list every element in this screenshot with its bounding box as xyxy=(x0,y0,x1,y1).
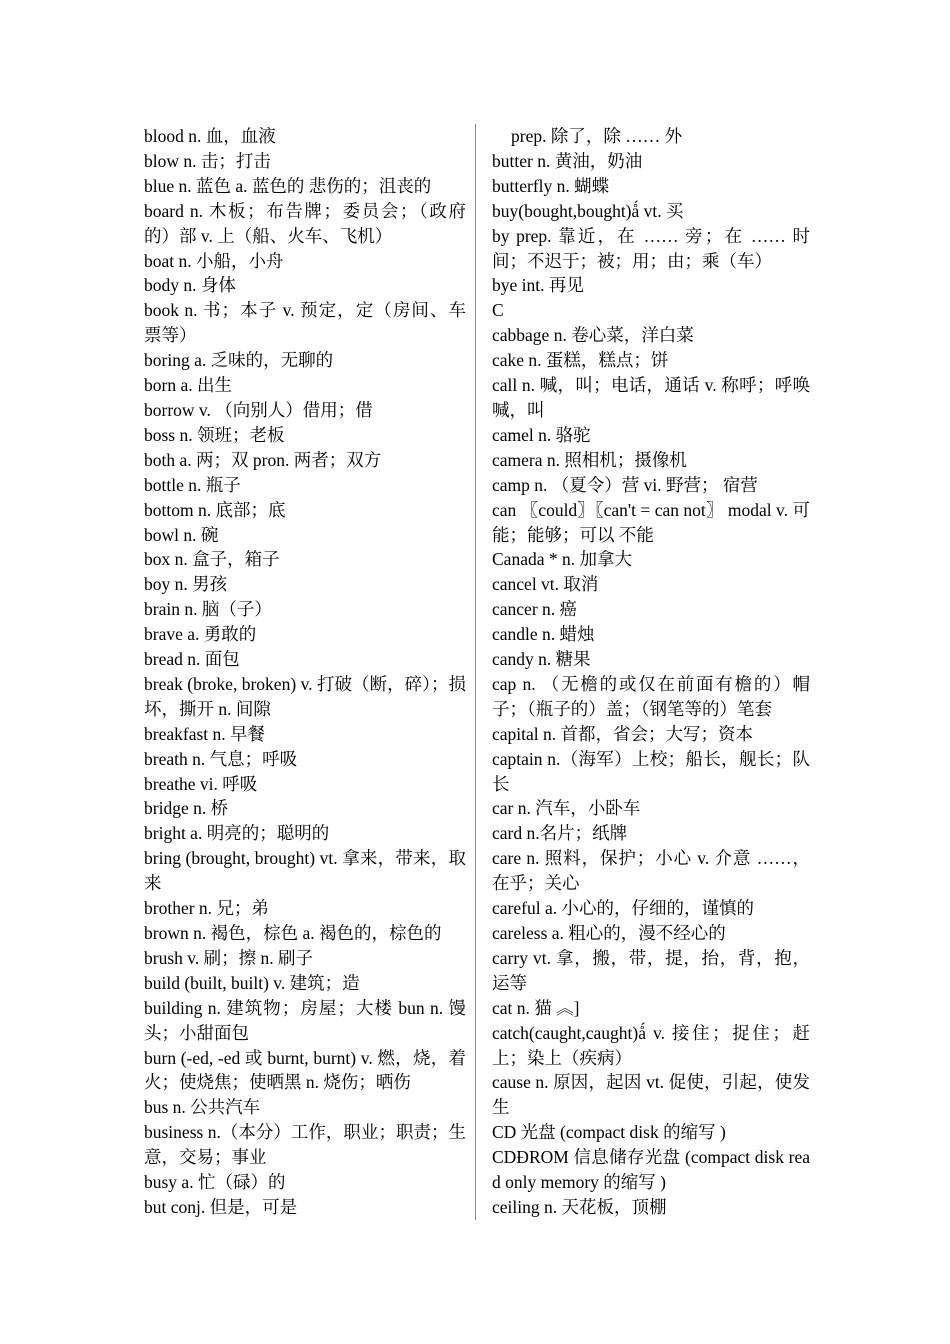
vocabulary-entry: cake n. 蛋糕，糕点；饼 xyxy=(492,350,669,371)
vocabulary-entry: bring (brought, brought) vt. 拿来，带来，取来 xyxy=(144,848,466,894)
vocabulary-entry: cap n. （无檐的或仅在前面有檐的）帽子；（瓶子的）盖；（钢笔等的）笔套 xyxy=(492,673,810,719)
vocabulary-entry: box n. 盒子，箱子 xyxy=(144,549,280,570)
vocabulary-entry: care n. 照料，保护；小心 v. 介意 ……，在乎；关心 xyxy=(492,848,810,894)
vocabulary-entry: board n. 木板；布告牌；委员会；（政府的）部 v. 上（船、火车、飞机） xyxy=(144,200,466,246)
vocabulary-entry: cancer n. 癌 xyxy=(492,599,578,620)
column-divider xyxy=(475,124,476,1220)
vocabulary-entry: bye int. 再见 xyxy=(492,275,584,296)
vocabulary-entry: cabbage n. 卷心菜，洋白菜 xyxy=(492,325,694,346)
vocabulary-entry: boring a. 乏味的，无聊的 xyxy=(144,350,334,371)
vocabulary-entry: bottom n. 底部；底 xyxy=(144,499,286,520)
vocabulary-entry: carry vt. 拿，搬，带，提，抬，背，抱，运等 xyxy=(492,947,810,993)
vocabulary-entry: bread n. 面包 xyxy=(144,649,240,670)
vocabulary-entry: brush v. 刷；擦 n. 刷子 xyxy=(144,947,314,968)
vocabulary-entry: build (built, built) v. 建筑；造 xyxy=(144,972,360,993)
vocabulary-entry: careful a. 小心的，仔细的，谨慎的 xyxy=(492,898,754,919)
vocabulary-entry: camera n. 照相机；摄像机 xyxy=(492,449,687,470)
vocabulary-entry: call n. 喊，叫；电话，通话 v. 称呼；呼唤喊，叫 xyxy=(492,375,810,420)
vocabulary-entry: boss n. 领班；老板 xyxy=(144,424,285,445)
vocabulary-entry: building n. 建筑物；房屋；大楼 bun n. 馒头；小甜面包 xyxy=(144,997,466,1043)
vocabulary-entry: careless a. 粗心的，漫不经心的 xyxy=(492,923,726,943)
vocabulary-entry: bright a. 明亮的；聪明的 xyxy=(144,823,330,844)
vocabulary-entry: by prep. 靠近，在 …… 旁；在 …… 时间；不迟于；被；用；由；乘（车） xyxy=(492,225,810,271)
vocabulary-entry: busy a. 忙（碌）的 xyxy=(144,1172,286,1193)
vocabulary-entry: CDĐROM 信息储存光盘 (compact disk read only memory 的缩写 ) xyxy=(492,1147,810,1193)
vocabulary-entry: cancel vt. 取消 xyxy=(492,574,599,595)
vocabulary-entry: camel n. 骆驼 xyxy=(492,424,591,445)
vocabulary-entry: captain n.（海军）上校；船长，舰长；队长 xyxy=(492,748,810,794)
vocabulary-entry: brother n. 兄；弟 xyxy=(144,898,269,919)
vocabulary-entry: camp n. （夏令）营 vi. 野营； 宿营 xyxy=(492,474,758,495)
vocabulary-entry: candle n. 蜡烛 xyxy=(492,624,595,645)
vocabulary-entry: boat n. 小船，小舟 xyxy=(144,250,284,271)
vocabulary-entry: CD 光盘 (compact disk 的缩写 ) xyxy=(492,1122,726,1143)
vocabulary-entry: prep. 除了，除 …… 外 xyxy=(511,126,683,146)
vocabulary-entry: bridge n. 桥 xyxy=(144,798,229,819)
right-column xyxy=(492,124,810,1220)
vocabulary-entry: bowl n. 碗 xyxy=(144,524,219,545)
vocabulary-entry: buy(bought,bought)ǻ vt. 买 xyxy=(492,200,684,221)
vocabulary-entry: breath n. 气息；呼吸 xyxy=(144,748,298,769)
vocabulary-entry: brave a. 勇敢的 xyxy=(144,624,257,645)
vocabulary-entry: bus n. 公共汽车 xyxy=(144,1097,261,1118)
vocabulary-entry: breakfast n. 早餐 xyxy=(144,723,266,744)
vocabulary-entry: brain n. 脑（子） xyxy=(144,599,272,620)
vocabulary-entry: blue n. 蓝色 a. 蓝色的 悲伤的；沮丧的 xyxy=(144,175,432,196)
vocabulary-entry: ceiling n. 天花板，顶棚 xyxy=(492,1196,667,1217)
vocabulary-entry: breathe vi. 呼吸 xyxy=(144,773,258,794)
vocabulary-entry: candy n. 糖果 xyxy=(492,649,591,670)
vocabulary-entry: cat n. 猫 ︽] xyxy=(492,997,580,1018)
vocabulary-entry: butter n. 黄油，奶油 xyxy=(492,150,643,171)
left-column xyxy=(144,124,466,1220)
vocabulary-entry: cause n. 原因，起因 vt. 促使，引起，使发生 xyxy=(492,1072,810,1118)
vocabulary-entry: car n. 汽车，小卧车 xyxy=(492,798,641,819)
vocabulary-entry: book n. 书；本子 v. 预定，定（房间、车票等） xyxy=(144,300,466,346)
vocabulary-entry: catch(caught,caught)ǻ v. 接住；捉住；赶上；染上（疾病） xyxy=(492,1022,810,1068)
vocabulary-entry: blood n. 血，血液 xyxy=(144,126,276,146)
vocabulary-entry: bottle n. 瓶子 xyxy=(144,474,241,495)
vocabulary-entry: both a. 两；双 pron. 两者；双方 xyxy=(144,449,382,470)
vocabulary-entry: break (broke, broken) v. 打破（断，碎）；损坏，撕开 n. 间隙 xyxy=(144,673,466,719)
vocabulary-entry: but conj. 但是，可是 xyxy=(144,1196,298,1217)
vocabulary-entry: C xyxy=(492,300,504,321)
vocabulary-entry: boy n. 男孩 xyxy=(144,574,228,595)
vocabulary-entry: can 〖could〗〖can't = can not〗 modal v. 可能；能够；可以 不能 xyxy=(492,499,810,545)
vocabulary-entry: born a. 出生 xyxy=(144,375,232,396)
vocabulary-entry: body n. 身体 xyxy=(144,275,236,296)
vocabulary-entry: card n.名片；纸牌 xyxy=(492,823,628,844)
vocabulary-entry: butterfly n. 蝴蝶 xyxy=(492,175,610,196)
vocabulary-entry: burn (-ed, -ed 或 burnt, burnt) v. 燃，烧，着火；使烧焦；使晒黑 n. 烧伤；晒伤 xyxy=(144,1047,466,1093)
vocabulary-entry: capital n. 首都，省会；大写；资本 xyxy=(492,723,754,744)
vocabulary-entry: borrow v. （向别人）借用；借 xyxy=(144,399,373,420)
vocabulary-entry: brown n. 褐色，棕色 a. 褐色的，棕色的 xyxy=(144,923,442,943)
vocabulary-entry: Canada * n. 加拿大 xyxy=(492,549,632,570)
vocabulary-entry: blow n. 击；打击 xyxy=(144,150,271,171)
vocabulary-entry: business n.（本分）工作，职业；职责；生意，交易；事业 xyxy=(144,1122,466,1168)
